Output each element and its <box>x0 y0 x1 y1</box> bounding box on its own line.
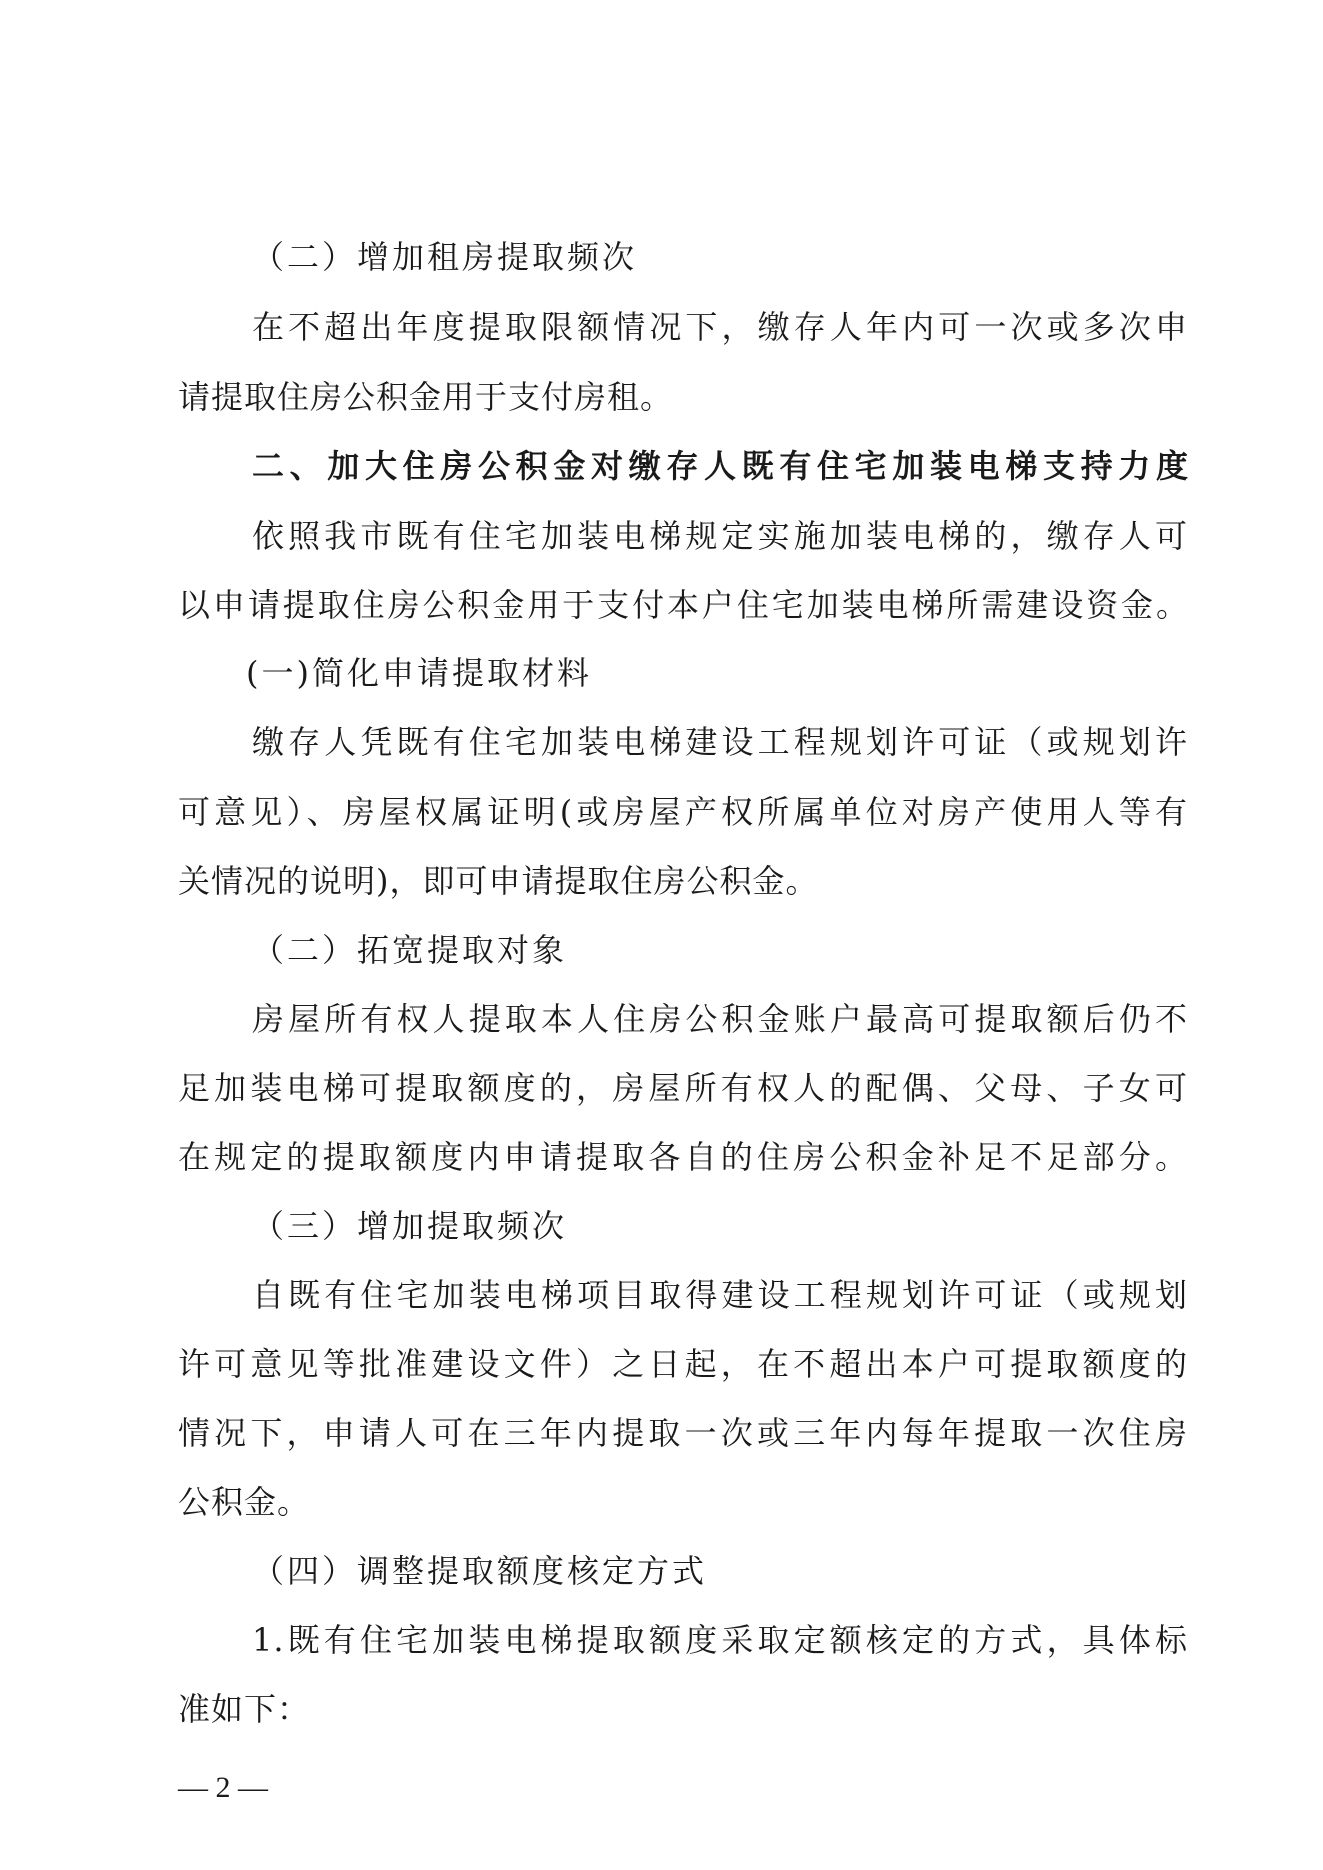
section-heading-elevator-support: 二、加大住房公积金对缴存人既有住宅加装电梯支持力度 <box>252 447 1188 485</box>
paragraph-line: 公积金。 <box>178 1483 311 1521</box>
paragraph-line: 在规定的提取额度内申请提取各自的住房公积金补足不足部分。 <box>178 1138 1188 1176</box>
paragraph-line: 可意见）、房屋权属证明(或房屋产权所属单位对房产使用人等有 <box>178 793 1188 831</box>
subheading-increase-frequency: （三）增加提取频次 <box>252 1207 568 1245</box>
paragraph-line: 缴存人凭既有住宅加装电梯建设工程规划许可证（或规划许 <box>252 723 1188 761</box>
paragraph-line: 在不超出年度提取限额情况下，缴存人年内可一次或多次申 <box>252 308 1188 346</box>
paragraph-line: 准如下： <box>178 1690 311 1728</box>
page-number: — 2 — <box>178 1771 268 1804</box>
subheading-simplify-materials: (一)简化申请提取材料 <box>246 654 592 692</box>
paragraph-line: 情况下，申请人可在三年内提取一次或三年内每年提取一次住房 <box>178 1414 1188 1452</box>
subheading-expand-targets: （二）拓宽提取对象 <box>252 931 568 969</box>
subheading-adjust-quota: （四）调整提取额度核定方式 <box>252 1552 708 1590</box>
paragraph-line: 房屋所有权人提取本人住房公积金账户最高可提取额后仍不 <box>252 1000 1188 1038</box>
paragraph-line: 关情况的说明)，即可申请提取住房公积金。 <box>178 862 819 900</box>
paragraph-line: 依照我市既有住宅加装电梯规定实施加装电梯的，缴存人可 <box>252 517 1188 555</box>
paragraph-line: 许可意见等批准建设文件）之日起，在不超出本户可提取额度的 <box>178 1345 1188 1383</box>
paragraph-line: 自既有住宅加装电梯项目取得建设工程规划许可证（或规划 <box>252 1276 1188 1314</box>
paragraph-line: 以申请提取住房公积金用于支付本户住宅加装电梯所需建设资金。 <box>178 586 1188 624</box>
subheading-rent-frequency: （二）增加租房提取频次 <box>252 238 638 276</box>
paragraph-line: 足加装电梯可提取额度的，房屋所有权人的配偶、父母、子女可 <box>178 1069 1188 1107</box>
paragraph-line: 1.既有住宅加装电梯提取额度采取定额核定的方式，具体标 <box>252 1621 1188 1659</box>
paragraph-line: 请提取住房公积金用于支付房租。 <box>178 378 674 416</box>
